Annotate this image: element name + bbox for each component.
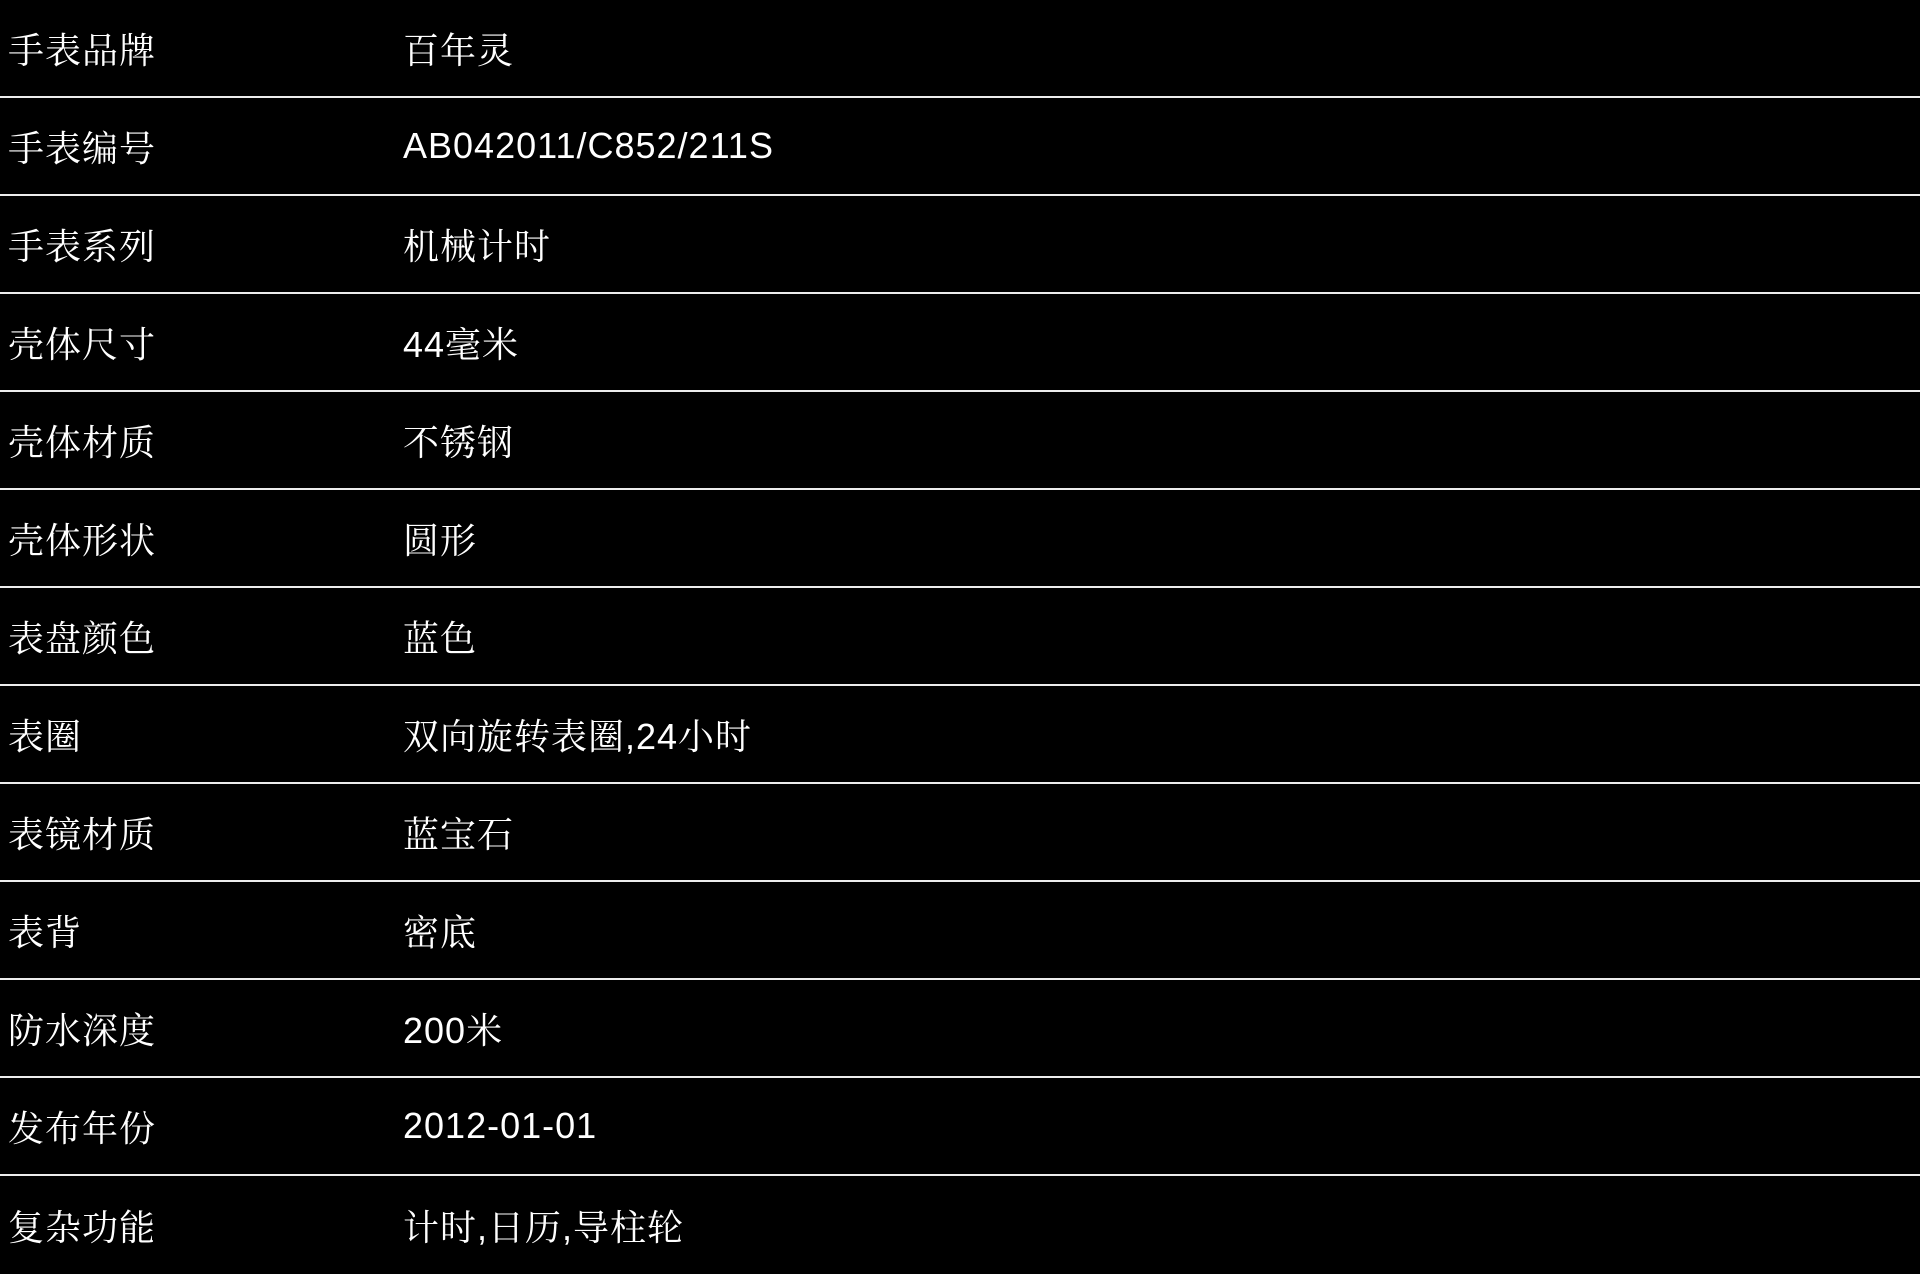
spec-label: 壳体形状	[8, 519, 157, 561]
spec-row	[0, 294, 1920, 392]
spec-label: 表背	[8, 911, 83, 953]
spec-value: 计时,日历,导柱轮	[403, 1206, 685, 1248]
spec-value: 2012-01-01	[403, 1105, 598, 1146]
spec-row	[0, 0, 1920, 98]
spec-row	[0, 98, 1920, 196]
spec-label: 发布年份	[8, 1107, 157, 1149]
spec-label: 手表系列	[8, 225, 157, 267]
spec-value: 百年灵	[403, 29, 515, 71]
spec-value: 200米	[403, 1009, 504, 1051]
spec-value: 机械计时	[403, 225, 552, 267]
spec-value: 不锈钢	[403, 421, 515, 463]
spec-label: 表镜材质	[8, 813, 157, 855]
spec-row	[0, 392, 1920, 490]
spec-label: 壳体材质	[8, 421, 157, 463]
spec-value: 44毫米	[403, 323, 520, 365]
spec-row	[0, 196, 1920, 294]
spec-row	[0, 1176, 1920, 1274]
spec-label: 表盘颜色	[8, 617, 157, 659]
spec-row	[0, 588, 1920, 686]
spec-row	[0, 1078, 1920, 1176]
spec-label: 表圈	[8, 715, 83, 757]
spec-row	[0, 980, 1920, 1078]
spec-label: 手表编号	[8, 127, 157, 169]
spec-value: AB042011/C852/211S	[403, 125, 774, 166]
spec-row	[0, 784, 1920, 882]
spec-label: 防水深度	[8, 1009, 157, 1051]
spec-label: 手表品牌	[8, 29, 157, 71]
spec-label: 复杂功能	[8, 1206, 157, 1248]
spec-value: 蓝宝石	[403, 813, 515, 855]
spec-row	[0, 490, 1920, 588]
spec-row	[0, 686, 1920, 784]
spec-value: 密底	[403, 911, 478, 953]
spec-value: 蓝色	[403, 617, 478, 659]
spec-label: 壳体尺寸	[8, 323, 157, 365]
spec-value: 圆形	[403, 519, 478, 561]
spec-value: 双向旋转表圈,24小时	[403, 715, 753, 757]
spec-row	[0, 882, 1920, 980]
